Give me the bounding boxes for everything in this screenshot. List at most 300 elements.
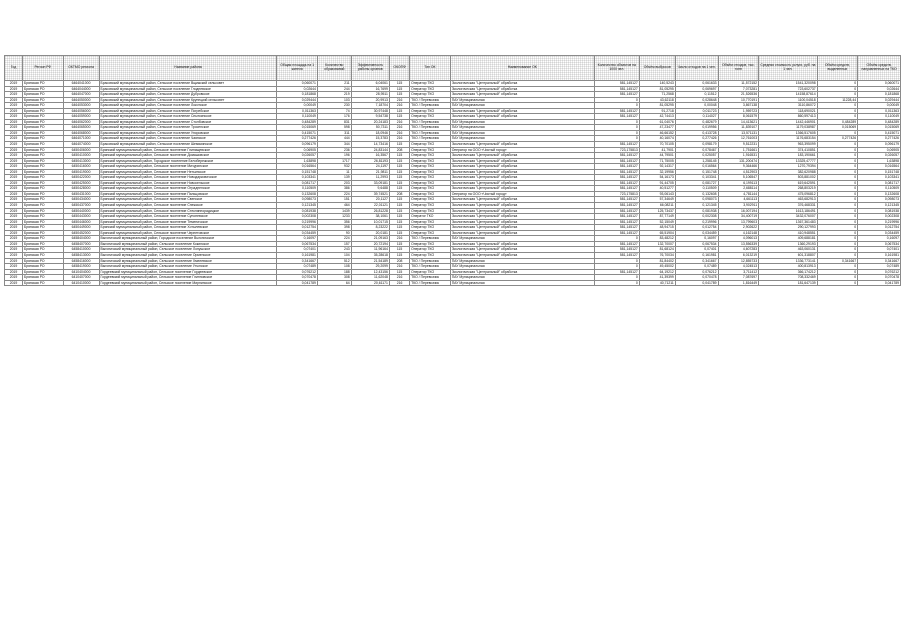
table-cell[interactable]: Брянская РО	[23, 252, 64, 258]
table-cell[interactable]: 0	[594, 236, 639, 242]
table-cell[interactable]: Брянская РО	[23, 280, 64, 286]
table-cell[interactable]: ПАУ Муниципальная	[450, 97, 594, 103]
table-cell[interactable]: 208	[389, 258, 409, 264]
table-cell[interactable]: 2019	[5, 241, 23, 247]
table-cell[interactable]: 0,132608	[675, 191, 718, 197]
table-cell[interactable]: 81,05295	[639, 103, 675, 109]
table-cell[interactable]: 0,002308	[675, 214, 718, 220]
table-cell[interactable]: 0	[817, 164, 858, 170]
table-cell[interactable]: ТКО / Перевозчик	[410, 130, 451, 136]
table-cell[interactable]: 20,72194	[351, 241, 389, 247]
table-cell[interactable]: 6450428000	[63, 186, 99, 192]
table-cell[interactable]: 0,096179	[858, 142, 901, 148]
table-cell[interactable]: 219	[317, 92, 351, 98]
table-cell[interactable]: 6450440000	[63, 208, 99, 214]
table-cell[interactable]: Экологическая "Центральный" обработка	[450, 241, 594, 247]
table-cell[interactable]: 44,79501	[639, 153, 675, 159]
table-cell[interactable]: 115	[389, 241, 409, 247]
table-cell[interactable]: 0,277426	[277, 136, 318, 142]
table-cell[interactable]: 0	[594, 275, 639, 281]
table-cell[interactable]: 0,060071	[277, 81, 318, 87]
table-cell[interactable]: 9,512231	[718, 142, 759, 148]
table-cell[interactable]: Оператор ТКО	[410, 247, 451, 253]
table-cell[interactable]: 0,026057	[858, 153, 901, 159]
table-cell[interactable]: 216	[389, 97, 409, 103]
table-cell[interactable]: Гордеевский муниципальный район, Сельское поселение Глинновское	[99, 275, 277, 281]
table-cell[interactable]: 6464041000	[63, 81, 99, 87]
table-cell[interactable]: Оператор ТКО	[410, 197, 451, 203]
table-cell[interactable]: ПАУ Муниципальная	[450, 236, 594, 242]
table-cell[interactable]: 0,081938	[277, 208, 318, 214]
table-cell[interactable]: 216	[389, 125, 409, 131]
table-cell[interactable]: 581,145127	[594, 269, 639, 275]
table-cell[interactable]: 374,410851	[759, 147, 818, 153]
table-cell[interactable]: 40,51277	[639, 186, 675, 192]
table-cell[interactable]: 2019	[5, 219, 23, 225]
table-cell[interactable]: 6458419000	[63, 264, 99, 270]
table-cell[interactable]: Брянский муниципальный район, Городское поселение Белобережское	[99, 158, 277, 164]
table-cell[interactable]: Брасовский муниципальный район, Сельское поселение Дубровское	[99, 92, 277, 98]
table-cell[interactable]: Брянский муниципальный район, Сельское поселение Снежское	[99, 203, 277, 209]
table-cell[interactable]: Брянская РО	[23, 219, 64, 225]
table-cell[interactable]: 6464074000	[63, 142, 99, 148]
table-cell[interactable]: 12,43156	[351, 269, 389, 275]
table-cell[interactable]: 0,02644	[858, 86, 901, 92]
table-cell[interactable]: 0,034459	[858, 230, 901, 236]
table-cell[interactable]: 0	[817, 225, 858, 231]
table-cell[interactable]: 0,067534	[675, 241, 718, 247]
table-cell[interactable]: 1613,186491	[759, 208, 818, 214]
table-cell[interactable]: 6458416000	[63, 258, 99, 264]
table-cell[interactable]: 581,145127	[594, 208, 639, 214]
table-cell[interactable]: 1,816449	[718, 280, 759, 286]
table-cell[interactable]: 0,016564	[675, 164, 718, 170]
table-cell[interactable]: Оператор на ООО «Чистый город»	[450, 147, 594, 153]
table-cell[interactable]: 0,341667	[858, 258, 901, 264]
table-cell[interactable]: 0,029444	[277, 97, 318, 103]
table-cell[interactable]: 0,029444	[858, 97, 901, 103]
table-cell[interactable]: 6464059000	[63, 114, 99, 120]
table-cell[interactable]: Брянский муниципальный район, Сельское поселение Новодарковичское	[99, 175, 277, 181]
table-cell[interactable]: ПАУ Муниципальная	[450, 125, 594, 131]
table-cell[interactable]: Брянская РО	[23, 186, 64, 192]
table-cell[interactable]: 81,84402	[639, 258, 675, 264]
table-cell[interactable]: Выгоничский муниципальный район, Городское поселение Выгоничское	[99, 236, 277, 242]
table-cell[interactable]: 475,096812	[759, 191, 818, 197]
table-cell[interactable]: 2019	[5, 180, 23, 186]
table-cell[interactable]: 0	[594, 280, 639, 286]
table-cell[interactable]: 386	[317, 186, 351, 192]
table-cell[interactable]: Брянская РО	[23, 147, 64, 153]
table-cell[interactable]: ТКО / Перевозчик	[410, 136, 451, 142]
table-cell[interactable]: 2019	[5, 119, 23, 125]
table-cell[interactable]: 0	[817, 142, 858, 148]
table-cell[interactable]: 0,015069	[817, 125, 858, 131]
table-cell[interactable]: Брянский муниципальный район, Сельское поселение Домашовское	[99, 153, 277, 159]
table-cell[interactable]: 0,00048	[675, 103, 718, 109]
table-cell[interactable]: 39,74521	[351, 191, 389, 197]
table-cell[interactable]: 0,121345	[858, 203, 901, 209]
table-cell[interactable]: 115	[389, 203, 409, 209]
table-cell[interactable]: 132,70007	[639, 241, 675, 247]
table-cell[interactable]: 0,07489	[277, 264, 318, 270]
table-cell[interactable]: 581,145127	[594, 92, 639, 98]
table-cell[interactable]: 216	[389, 280, 409, 286]
table-cell[interactable]: 0,181868	[277, 92, 318, 98]
table-cell[interactable]: 0	[817, 275, 858, 281]
table-cell[interactable]: 0	[817, 214, 858, 220]
table-cell[interactable]: 8,23222	[351, 225, 389, 231]
table-cell[interactable]: Брянский муниципальный район, Сельское поселение Чернетовское	[99, 230, 277, 236]
table-cell[interactable]: Экологическая "Центральный" обработка	[450, 208, 594, 214]
table-cell[interactable]: ПАУ Муниципальная	[450, 103, 594, 109]
table-cell[interactable]: 216	[389, 236, 409, 242]
table-cell[interactable]: Брянская РО	[23, 119, 64, 125]
table-cell[interactable]: 311	[317, 130, 351, 136]
table-cell[interactable]: 1360,29193	[759, 241, 818, 247]
column-header[interactable]: Объём выбросов	[639, 56, 675, 81]
table-cell[interactable]: 0,02644	[277, 86, 318, 92]
table-cell[interactable]: Выгоничский муниципальный район, Сельское поселение Кокинское	[99, 241, 277, 247]
table-cell[interactable]: 2019	[5, 130, 23, 136]
table-cell[interactable]: 0,151748	[277, 169, 318, 175]
table-cell[interactable]: 581,145127	[594, 164, 639, 170]
table-cell[interactable]: 24,83144	[351, 147, 389, 153]
table-cell[interactable]: 176	[317, 114, 351, 120]
table-cell[interactable]: 0,341667	[277, 258, 318, 264]
table-cell[interactable]: 6458410000	[63, 247, 99, 253]
table-cell[interactable]: 21,526536	[718, 92, 759, 98]
table-cell[interactable]: Оператor ТКО	[410, 214, 451, 220]
table-cell[interactable]: 115	[389, 269, 409, 275]
table-cell[interactable]: 581,145127	[594, 214, 639, 220]
table-cell[interactable]: Брянская РО	[23, 164, 64, 170]
table-cell[interactable]: 2019	[5, 103, 23, 109]
table-cell[interactable]: 11,839107	[718, 125, 759, 131]
table-cell[interactable]: 0,07489	[858, 264, 901, 270]
table-cell[interactable]: 0,121345	[277, 203, 318, 209]
table-cell[interactable]: 243	[317, 247, 351, 253]
table-cell[interactable]: Экологическая "Центральный" обработка	[450, 269, 594, 275]
table-cell[interactable]: ТКО / Перевозчик	[410, 119, 451, 125]
table-cell[interactable]: Оператор ТКО	[410, 147, 451, 153]
table-cell[interactable]: Брасовский муниципальный район, Сельское поселение Столбовское	[99, 119, 277, 125]
table-cell[interactable]: Брянская РО	[23, 108, 64, 114]
table-cell[interactable]: 6450452000	[63, 230, 99, 236]
table-cell[interactable]: 49,45002	[639, 264, 675, 270]
table-cell[interactable]: ПАУ Муниципальная	[450, 130, 594, 136]
table-cell[interactable]: 463,682913	[759, 197, 818, 203]
table-cell[interactable]: 2019	[5, 153, 23, 159]
table-cell[interactable]: 2019	[5, 280, 23, 286]
table-cell[interactable]: 0,341667	[675, 258, 718, 264]
table-cell[interactable]: 157	[317, 241, 351, 247]
table-cell[interactable]: 6450431000	[63, 191, 99, 197]
table-cell[interactable]: 581,145127	[594, 219, 639, 225]
table-cell[interactable]: 14158,87614	[759, 92, 818, 98]
table-cell[interactable]: Брянская РО	[23, 197, 64, 203]
table-cell[interactable]: 581,145127	[594, 225, 639, 231]
table-cell[interactable]: 0	[594, 97, 639, 103]
table-cell[interactable]: Брянская РО	[23, 203, 64, 209]
table-cell[interactable]: 6450416000	[63, 164, 99, 170]
table-cell[interactable]: 0,277426	[858, 136, 901, 142]
table-cell[interactable]: 0,415071	[858, 130, 901, 136]
table-cell[interactable]: 11,96164	[351, 247, 389, 253]
table-cell[interactable]: Экологическая "Центральный" обработка	[450, 153, 594, 159]
table-cell[interactable]: 125,73437	[639, 208, 675, 214]
table-cell[interactable]: 0	[817, 230, 858, 236]
table-cell[interactable]: 0,015069	[858, 125, 901, 131]
table-cell[interactable]: 581,145127	[594, 153, 639, 159]
table-cell[interactable]: 0	[817, 208, 858, 214]
table-cell[interactable]: 2019	[5, 147, 23, 153]
table-cell[interactable]: 52,15049	[639, 219, 675, 225]
table-cell[interactable]: Выгоничский муниципальный район, Сельское поселение Утынское	[99, 264, 277, 270]
table-cell[interactable]: Оператор ТКО	[410, 158, 451, 164]
table-cell[interactable]: 32,19956	[639, 169, 675, 175]
table-cell[interactable]: 93,06143	[639, 191, 675, 197]
table-cell[interactable]: 581,145127	[594, 169, 639, 175]
column-header[interactable]: Количество объектов на 1000 чел.	[594, 56, 639, 81]
table-cell[interactable]: Экологическая "Центральный" обработка	[450, 230, 594, 236]
table-cell[interactable]: 140,5243	[639, 81, 675, 87]
table-cell[interactable]: 244	[317, 86, 351, 92]
table-cell[interactable]: 196	[317, 153, 351, 159]
table-cell[interactable]: 0,011363	[858, 108, 901, 114]
table-cell[interactable]: 1100,04518	[759, 97, 818, 103]
table-cell[interactable]: 20,24183	[351, 119, 389, 125]
table-cell[interactable]: ТКО / Перевозчик	[410, 280, 451, 286]
table-cell[interactable]: 0,025057	[675, 153, 718, 159]
table-cell[interactable]: Оператор ТКО	[410, 114, 451, 120]
table-cell[interactable]: 2019	[5, 230, 23, 236]
table-cell[interactable]: 103	[317, 97, 351, 103]
table-cell[interactable]: 2019	[5, 247, 23, 253]
table-cell[interactable]: 0	[594, 125, 639, 131]
table-cell[interactable]: 2019	[5, 225, 23, 231]
table-cell[interactable]: 0,096179	[277, 142, 318, 148]
table-cell[interactable]: Экологическая "Центральный" обработка	[450, 164, 594, 170]
table-cell[interactable]: 10,770191	[718, 97, 759, 103]
table-cell[interactable]: Брасовский муниципальный район, Сельское поселение Глодневское	[99, 86, 277, 92]
table-cell[interactable]: Брянская РО	[23, 153, 64, 159]
table-cell[interactable]: 4,512903	[718, 169, 759, 175]
table-cell[interactable]: Брянская РО	[23, 275, 64, 281]
table-cell[interactable]: 6464050000	[63, 97, 99, 103]
table-cell[interactable]: Оператор ТКО	[410, 252, 451, 258]
table-cell[interactable]: 6464062000	[63, 119, 99, 125]
table-cell[interactable]: 20,9913	[351, 97, 389, 103]
table-cell[interactable]: ПАУ Муниципальная	[450, 275, 594, 281]
table-cell[interactable]: 0,081938	[675, 208, 718, 214]
table-cell[interactable]: 6450406000	[63, 147, 99, 153]
table-cell[interactable]: 0,103341	[858, 175, 901, 181]
table-cell[interactable]: Оператор ТКО	[410, 203, 451, 209]
table-cell[interactable]: 65,51904	[639, 230, 675, 236]
table-cell[interactable]: Оператор ТКО	[410, 230, 451, 236]
table-cell[interactable]: 0,06905	[858, 147, 901, 153]
table-cell[interactable]: Брянский муниципальный район, Сельское поселение Глинищевское	[99, 147, 277, 153]
table-cell[interactable]: 224	[317, 191, 351, 197]
table-cell[interactable]: 963,395099	[759, 142, 818, 148]
table-cell[interactable]: 6410404000	[63, 269, 99, 275]
table-cell[interactable]: 831	[317, 119, 351, 125]
table-cell[interactable]: 42,74413	[639, 114, 675, 120]
table-cell[interactable]: Экологическая "Центральный" обработка	[450, 180, 594, 186]
table-cell[interactable]: 0,076212	[858, 269, 901, 275]
table-cell[interactable]: 2019	[5, 81, 23, 87]
table-cell[interactable]: 0,034459	[675, 230, 718, 236]
table-cell[interactable]: 76,70034	[639, 252, 675, 258]
table-cell[interactable]: 0,012754	[858, 225, 901, 231]
table-cell[interactable]: 115	[389, 86, 409, 92]
table-cell[interactable]: 0,076212	[675, 269, 718, 275]
table-cell[interactable]: 2,688114	[718, 186, 759, 192]
table-cell[interactable]: 0,06905	[277, 147, 318, 153]
table-cell[interactable]: 74	[317, 108, 351, 114]
table-cell[interactable]: 0,110509	[858, 186, 901, 192]
table-cell[interactable]: 83,48212	[639, 236, 675, 242]
table-cell[interactable]: 0,161981	[858, 252, 901, 258]
table-cell[interactable]: Брянская РО	[23, 125, 64, 131]
table-cell[interactable]: 28,9511	[351, 92, 389, 98]
table-cell[interactable]: Выгоничский муниципальный район, Сельское поселение Орменское	[99, 252, 277, 258]
table-cell[interactable]: 4,162148	[718, 230, 759, 236]
table-cell[interactable]: 2019	[5, 258, 23, 264]
table-cell[interactable]: 216	[389, 130, 409, 136]
table-cell[interactable]: 1717	[317, 158, 351, 164]
table-cell[interactable]: 87,77149	[639, 214, 675, 220]
table-cell[interactable]: Оператор ТКО	[410, 186, 451, 192]
table-cell[interactable]: 0,002308	[277, 214, 318, 220]
table-cell[interactable]: 1541,320098	[759, 81, 818, 87]
table-cell[interactable]: 34,400719	[718, 214, 759, 220]
table-cell[interactable]: Оператор ТКО	[410, 175, 451, 181]
table-cell[interactable]: 0	[817, 103, 858, 109]
table-cell[interactable]: 208	[389, 147, 409, 153]
table-cell[interactable]: 216	[389, 264, 409, 270]
table-cell[interactable]: Оператор ТКО	[410, 164, 451, 170]
column-header[interactable]: Тип ОК	[410, 56, 451, 81]
table-cell[interactable]: 0,07401	[858, 247, 901, 253]
table-cell[interactable]: 41,39399	[639, 275, 675, 281]
table-cell[interactable]: Оператор ТКО	[410, 169, 451, 175]
table-cell[interactable]: 0,011723	[675, 108, 718, 114]
table-cell[interactable]: 6450434000	[63, 197, 99, 203]
table-cell[interactable]: 2019	[5, 108, 23, 114]
table-cell[interactable]: 581,145127	[594, 241, 639, 247]
table-cell[interactable]: 9,364466	[718, 164, 759, 170]
table-cell[interactable]: 708,332469	[759, 275, 818, 281]
table-cell[interactable]: ПАУ Муниципальная	[450, 136, 594, 142]
table-cell[interactable]: 2019	[5, 191, 23, 197]
table-cell[interactable]: 3110,86072	[759, 103, 818, 109]
table-cell[interactable]: Экологическая "Центральный" обработка	[450, 169, 594, 175]
table-cell[interactable]: 14,413621	[718, 119, 759, 125]
table-cell[interactable]: 108	[317, 264, 351, 270]
table-cell[interactable]: 581,145127	[594, 252, 639, 258]
table-cell[interactable]: Брянская РО	[23, 225, 64, 231]
table-cell[interactable]: Выгоничский муниципальный район, Сельское поселение Хмелевское	[99, 258, 277, 264]
table-cell[interactable]: 0,110049	[277, 114, 318, 120]
table-cell[interactable]: 2019	[5, 86, 23, 92]
table-cell[interactable]: 188	[317, 269, 351, 275]
table-cell[interactable]: ПАУ Муниципальная	[450, 119, 594, 125]
table-cell[interactable]: 115	[389, 114, 409, 120]
table-cell[interactable]: Брянская РО	[23, 269, 64, 275]
table-cell[interactable]: 0,110049	[858, 114, 901, 120]
table-cell[interactable]: ТКО / Перевозчик	[410, 264, 451, 270]
table-cell[interactable]: Брянская РО	[23, 208, 64, 214]
column-header[interactable]: Название района	[99, 56, 277, 81]
table-cell[interactable]: 20,61171	[351, 280, 389, 286]
table-cell[interactable]: 0	[817, 236, 858, 242]
table-cell[interactable]: 115	[389, 208, 409, 214]
table-cell[interactable]: ТКО / Перевозчик	[410, 275, 451, 281]
table-cell[interactable]: 382,620988	[759, 169, 818, 175]
table-cell[interactable]: 0,081717	[277, 180, 318, 186]
table-cell[interactable]: Брянская РО	[23, 169, 64, 175]
table-cell[interactable]: 0,161981	[277, 252, 318, 258]
table-cell[interactable]: Брянский муниципальный район, Сельское поселение Стекляннорадицкое	[99, 208, 277, 214]
table-cell[interactable]: 0	[817, 252, 858, 258]
table-cell[interactable]: 0,019956	[675, 125, 718, 131]
table-cell[interactable]: 115	[389, 175, 409, 181]
column-header[interactable]: ОКОПФ	[389, 56, 409, 81]
table-cell[interactable]: Брянская РО	[23, 142, 64, 148]
table-cell[interactable]: 48,94715	[639, 225, 675, 231]
table-cell[interactable]: ТКО / Перевозчик	[410, 97, 451, 103]
table-cell[interactable]: Экологическая "Центральный" обработка	[450, 247, 594, 253]
table-cell[interactable]: Брянская РО	[23, 180, 64, 186]
table-cell[interactable]: 1,63898	[858, 158, 901, 164]
column-header[interactable]: Средняя стоимость услуги, руб. на 1 чел.	[759, 56, 818, 81]
table-cell[interactable]: Брянская РО	[23, 191, 64, 197]
table-cell[interactable]: 4,661113	[718, 197, 759, 203]
table-cell[interactable]: 3,902911	[718, 203, 759, 209]
table-cell[interactable]: Экологическая "Центральный" обработка	[450, 86, 594, 92]
table-cell[interactable]: 0	[817, 108, 858, 114]
table-cell[interactable]: 581,145127	[594, 197, 639, 203]
table-cell[interactable]: 0,098179	[675, 142, 718, 148]
table-cell[interactable]: 6,199113	[718, 180, 759, 186]
table-cell[interactable]: 0,00049	[858, 103, 901, 109]
table-cell[interactable]: 6464056000	[63, 108, 99, 114]
table-cell[interactable]: 0,070478	[277, 275, 318, 281]
table-cell[interactable]: 2019	[5, 208, 23, 214]
table-cell[interactable]: 0,067534	[277, 241, 318, 247]
table-cell[interactable]: 0,098073	[277, 197, 318, 203]
column-header[interactable]: Регион РФ	[23, 56, 64, 81]
table-cell[interactable]: Брянская РО	[23, 97, 64, 103]
table-cell[interactable]: 115	[389, 252, 409, 258]
table-cell[interactable]: 6464065000	[63, 125, 99, 131]
table-cell[interactable]: 0	[817, 197, 858, 203]
table-cell[interactable]: 581,145127	[594, 247, 639, 253]
table-cell[interactable]: 581,145127	[594, 186, 639, 192]
table-cell[interactable]: Брянская РО	[23, 236, 64, 242]
table-cell[interactable]: 21,54189	[351, 258, 389, 264]
table-cell[interactable]: 26,81228	[351, 208, 389, 214]
column-header[interactable]: Объём отходов, тыс. тонн	[718, 56, 759, 81]
table-cell[interactable]: 203	[317, 180, 351, 186]
table-cell[interactable]: 6464044000	[63, 86, 99, 92]
table-cell[interactable]: 0,016564	[277, 164, 318, 170]
table-cell[interactable]: ПАУ Муниципальная	[450, 258, 594, 264]
table-cell[interactable]: 356	[317, 219, 351, 225]
table-cell[interactable]: 43,62118	[639, 97, 675, 103]
